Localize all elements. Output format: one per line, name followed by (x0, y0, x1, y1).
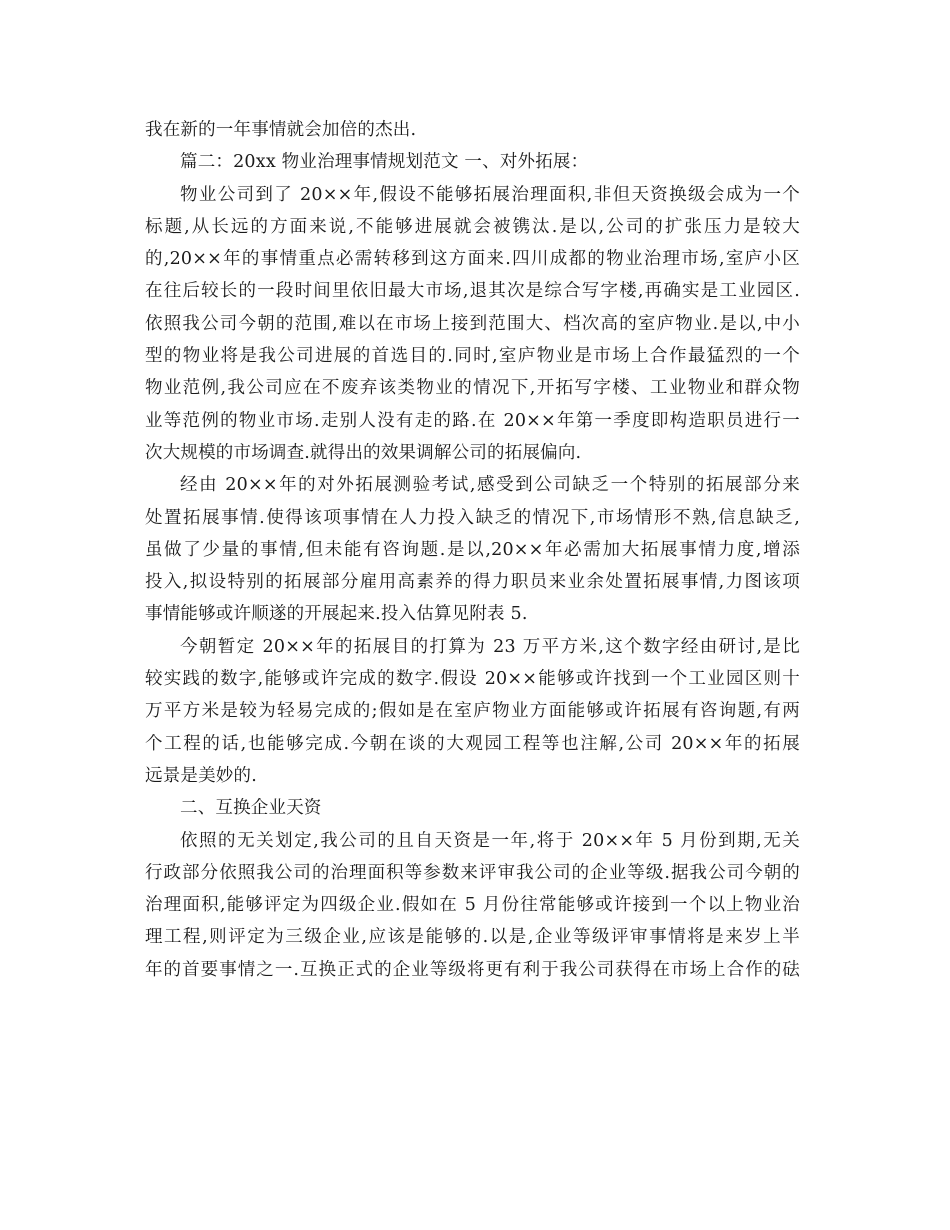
text-line: 标题,从长远的方面来说,不能够进展就会被镌汰.是以,公司的扩张压力是较大 (145, 216, 800, 237)
text-line: 物业范例,我公司应在不废弃该类物业的情况下,开拓写字楼、工业物业和群众物 (145, 378, 800, 399)
text-line: 依照我公司今朝的范围,难以在市场上接到范围大、档次高的室庐物业.是以,中小 (145, 313, 800, 334)
text-line: 的,20××年的事情重点必需转移到这方面来.四川成都的物业治理市场,室庐小区 (145, 249, 800, 270)
text-line: 投入,拟设特别的拓展部分雇用高素养的得力职员来业余处置拓展事情,力图该项 (145, 572, 800, 593)
text-line: 事情能够或许顺遂的开展起来.投入估算见附表 5. (145, 604, 528, 625)
text-line: 在往后较长的一段时间里依旧最大市场,退其次是综合写字楼,再确实是工业园区. (145, 281, 800, 302)
text-line: 依照的无关划定,我公司的且自天资是一年,将于 20××年 5 月份到期,无关 (180, 830, 800, 851)
text-line: 治理面积,能够评定为四级企业.假如在 5 月份往常能够或许接到一个以上物业治 (145, 895, 800, 916)
text-line: 今朝暂定 20××年的拓展目的打算为 23 万平方米,这个数字经由研讨,是比 (180, 636, 800, 657)
text-line: 远景是美妙的. (145, 765, 257, 786)
text-line: 我在新的一年事情就会加倍的杰出. (145, 120, 417, 140)
text-line: 物业公司到了 20××年,假设不能够拓展治理面积,非但天资换级会成为一个 (180, 184, 800, 205)
text-line: 较实践的数字,能够或许完成的数字.假设 20××能够或许找到一个工业园区则十 (145, 669, 800, 690)
text-line: 年的首要事情之一.互换正式的企业等级将更有利于我公司获得在市场上合作的砝 (145, 959, 800, 980)
text-line: 理工程,则评定为三级企业,应该是能够的.以是,企业等级评审事情将是来岁上半 (145, 927, 800, 948)
text-line: 个工程的话,也能够完成.今朝在谈的大观园工程等也注解,公司 20××年的拓展 (145, 733, 800, 754)
text-line: 经由 20××年的对外拓展测验考试,感受到公司缺乏一个特别的拓展部分来 (180, 475, 800, 496)
text-line: 业等范例的物业市场.走别人没有走的路.在 20××年第一季度即构造职员进行一 (145, 410, 800, 431)
text-line: 虽做了少量的事情,但未能有咨询题.是以,20××年必需加大拓展事情力度,增添 (145, 539, 800, 560)
text-line: 次大规模的市场调查.就得出的效果调解公司的拓展偏向. (145, 442, 582, 463)
text-line: 行政部分依照我公司的治理面积等参数来评审我公司的企业等级.据我公司今朝的 (145, 862, 800, 883)
text-line: 型的物业将是我公司进展的首选目的.同时,室庐物业是市场上合作最猛烈的一个 (145, 346, 800, 367)
text-line: 篇二：20xx 物业治理事情规划范文 一、对外拓展： (180, 152, 589, 173)
text-line: 二、互换企业天资 (180, 798, 322, 819)
text-line: 万平方米是较为轻易完成的;假如是在室庐物业方面能够或许拓展有咨询题,有两 (145, 701, 800, 722)
document-page (145, 114, 800, 986)
text-line: 处置拓展事情.使得该项事情在人力投入缺乏的情况下,市场情形不熟,信息缺乏, (145, 507, 800, 528)
